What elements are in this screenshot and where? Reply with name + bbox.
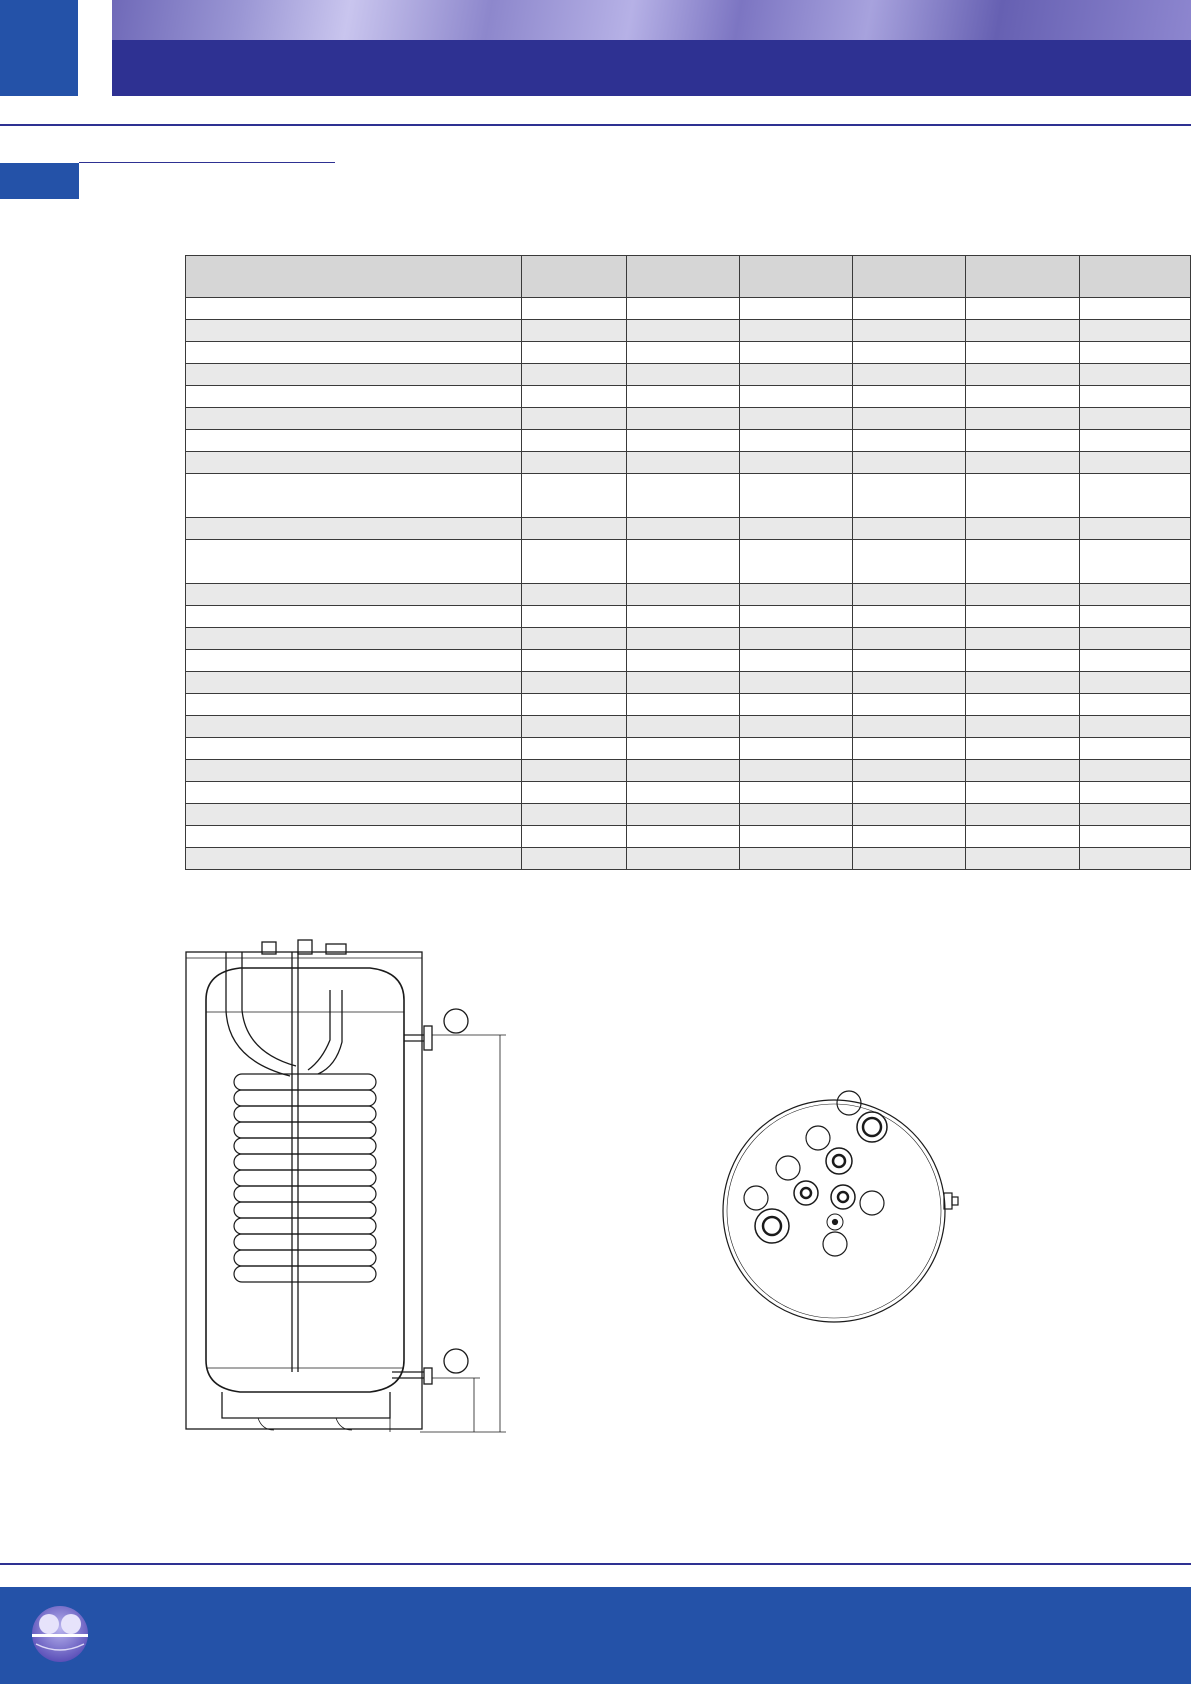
tank-outline (206, 968, 404, 1392)
top-view-connection (831, 1185, 855, 1209)
jacket-outline (186, 952, 422, 1429)
top-view-connection (826, 1148, 852, 1174)
callout-circle (860, 1191, 884, 1215)
callout-circle (776, 1156, 800, 1180)
footer-rule (0, 1563, 1191, 1565)
side-view-drawing (186, 940, 506, 1432)
footer-band (0, 1587, 1191, 1684)
top-view-connection (794, 1181, 818, 1205)
coil-outline (234, 1074, 376, 1282)
top-view-drawing (723, 1091, 958, 1322)
callout-circle (823, 1232, 847, 1256)
callout-circle (444, 1349, 468, 1373)
top-view-connection (755, 1209, 789, 1243)
top-view-outline (723, 1100, 945, 1322)
top-view-connection (827, 1214, 843, 1230)
top-view-connection (857, 1112, 887, 1142)
company-logo-icon (30, 1604, 90, 1664)
callout-circle (444, 1009, 468, 1033)
callout-circle (806, 1126, 830, 1150)
coil-inlet-pipe (226, 952, 290, 1076)
callout-circle (744, 1186, 768, 1210)
